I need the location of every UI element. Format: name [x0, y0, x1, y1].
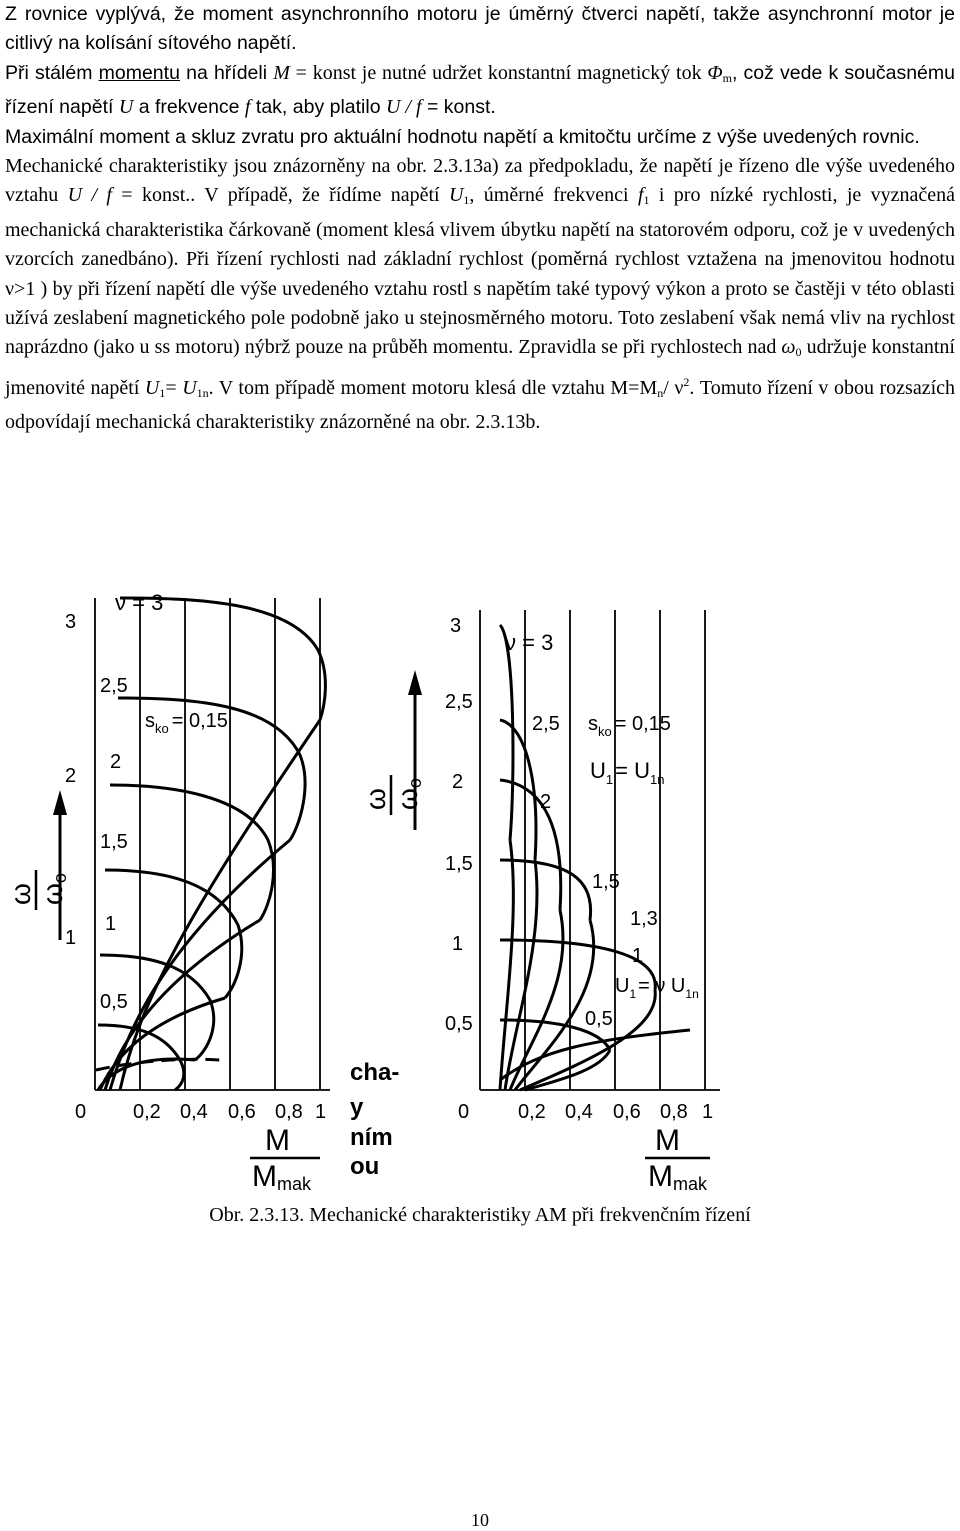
p2-part: a frekvence	[133, 96, 245, 119]
y-arrow-head-a	[53, 790, 67, 815]
x-tick-b-1: 1	[702, 1101, 714, 1123]
u-equation-2: $U_1 = \nu$ $U_{1n}$	[615, 975, 699, 1001]
svg-text:cha-: cha-	[350, 1059, 400, 1086]
symbol-sub: 0	[795, 345, 802, 360]
curve-label-b-1: 1	[632, 945, 644, 967]
label-nu-3-b: ν = 3	[505, 630, 554, 655]
symbol-sub: m	[722, 70, 732, 85]
y-axis-label-a	[5, 870, 70, 910]
x-tick-0-2: 0,2	[133, 1101, 161, 1123]
symbol-sub: 1	[463, 193, 470, 208]
curve-label-b-2: 2	[540, 791, 552, 813]
figure-a	[5, 590, 399, 1194]
y-tick-1: 1	[65, 927, 77, 949]
y-tick-3: 3	[65, 611, 77, 633]
y-tick-0: 0	[75, 1101, 87, 1123]
figure-svg	[0, 580, 960, 1200]
symbol-omega: ω	[781, 336, 796, 359]
symbol-sup: 2	[683, 374, 690, 389]
p2-part: Při stálém	[5, 61, 99, 84]
x-tick-0-8: 0,8	[275, 1101, 303, 1123]
curve-label-b-1-3: 1,3	[630, 908, 658, 930]
p2-part: tak, aby platilo	[250, 96, 386, 119]
figure-caption: Obr. 2.3.13. Mechanické charakteristiky AM při frekvenčním řízení	[209, 1204, 751, 1226]
body-text	[5, 0, 955, 438]
curve-label-1: 1	[105, 913, 117, 935]
curves-a	[98, 598, 325, 1090]
label-nu-3: ν = 3	[115, 590, 164, 615]
sko-label-b: $s_{ko} = 0,15$	[588, 713, 671, 739]
curve-label-b-2-5: 2,5	[532, 713, 560, 735]
p4-part: . V tom případě moment motoru klesá dle vztahu M=M	[208, 376, 658, 399]
x-axis-label-b	[645, 1124, 710, 1194]
p4-part: , úměrné frekvenci	[469, 184, 638, 207]
p2-momentu: momentu	[98, 61, 180, 84]
x-tick-b-0-4: 0,4	[565, 1101, 593, 1123]
symbol-sub: n	[657, 385, 664, 400]
symbol-f: f	[637, 184, 644, 207]
svg-text:M: M	[265, 1124, 290, 1157]
p2-part: , což vede k současnému řízení napětí	[5, 61, 955, 119]
svg-text:ω: ω	[360, 788, 391, 810]
x-tick-b-0-8: 0,8	[660, 1101, 688, 1123]
p2-part: na hřídeli	[179, 61, 274, 84]
symbol-f: f	[244, 96, 251, 119]
paragraph-2	[5, 59, 955, 123]
p2-part: = konst.	[421, 96, 496, 119]
bleed-text	[350, 1059, 399, 1180]
curve-label-2: 2	[110, 751, 122, 773]
curve-label-0-5: 0,5	[100, 991, 128, 1013]
p4-part: . Tomuto řízení v obou rozsazích odpovídají mechanická charakteristiky znázorněné na obr. 2.3.13b.	[5, 376, 955, 434]
y-arrow-head-b	[408, 670, 422, 695]
curve-label-1-5: 1,5	[100, 831, 128, 853]
p4-part: / ν	[663, 376, 684, 399]
x-tick-0-6: 0,6	[228, 1101, 256, 1123]
symbol-sub: 1n	[196, 385, 209, 400]
x-tick-1: 1	[315, 1101, 327, 1123]
y-tick-b-1-5: 1,5	[445, 853, 473, 875]
svg-text:ním: ním	[350, 1124, 393, 1151]
x-axis-label-a	[250, 1124, 320, 1194]
y-tick-2: 2	[65, 765, 77, 787]
curve-label-b-1-5: 1,5	[592, 871, 620, 893]
svg-text:Mmak: Mmak	[252, 1160, 312, 1194]
symbol-u: U	[144, 376, 160, 399]
p4-part: i pro nízké rychlosti, je vyznačená mechanická charakteristika čárkovaně (moment klesá vlivem úbytku napětí na statorovém odporu, což je v uvedených vzorcích zanedbáno). Při řízení rychlosti nad základní rychlost (poměrná rychlost vztažena na jmenovitou hodnotu ν>1 ) by při řízení napětí dle výše uvedeného vztahu rostl s napětím také typový výkon a proto se častěji v této oblasti užívá zeslabení magnetického pole podobně jako u stejnosměrného motoru. Toto zeslabení však nemá vliv na rychlost naprázdno (jako u ss motoru) nýbrž pouze na průběh momentu. Zpravidla se při rychlostech nad	[5, 184, 956, 359]
x-tick-b-0-2: 0,2	[518, 1101, 546, 1123]
curve-label-2-5: 2,5	[100, 675, 128, 697]
figure-b	[360, 610, 720, 1194]
y-tick-b-0-5: 0,5	[445, 1013, 473, 1035]
u-equation-1: $U_1= U_{1n}$	[590, 758, 665, 787]
x-tick-b-0-6: 0,6	[613, 1101, 641, 1123]
paragraph-1: Z rovnice vyplývá, že moment asynchronního motoru je úměrný čtverci napětí, takže asynchronní motor je citlivý na kolísání sítového napětí.	[5, 3, 955, 55]
p4-part: udržuje konstantní jmenovité napětí	[5, 336, 955, 399]
x-tick-0-4: 0,4	[180, 1101, 208, 1123]
paragraph-4	[5, 152, 955, 438]
symbol-uf: U / f	[67, 184, 112, 207]
y-tick-b-1: 1	[452, 933, 464, 955]
p4-part: Mechanické charakteristiky jsou znázorněny na obr. 2.3.13a) za předpokladu, že napětí je řízeno dle výše uvedeného vztahu	[5, 155, 955, 207]
figure-2-3-13	[0, 580, 960, 1200]
symbol-uf: U / f	[385, 96, 422, 119]
y-tick-b-0: 0	[458, 1101, 470, 1123]
p4-part: = konst.. V případě, že řídíme napětí	[111, 184, 449, 207]
curve-label-b-0-5: 0,5	[585, 1008, 613, 1030]
y-axis-label-b	[360, 775, 425, 815]
paragraph-3: Maximální moment a skluz zvratu pro aktuální hodnotu napětí a kmitočtu určíme z výše uvedených rovnic.	[5, 125, 920, 148]
symbol-u: U	[182, 376, 197, 399]
page-number: 10	[471, 1510, 489, 1530]
svg-text:ωo: ωo	[37, 873, 70, 905]
svg-text:ω: ω	[5, 883, 36, 905]
svg-text:Mmak: Mmak	[648, 1160, 708, 1194]
symbol-phi: Φ	[707, 61, 723, 84]
symbol-m: M	[273, 61, 290, 84]
y-tick-b-2: 2	[452, 771, 464, 793]
symbol-sub: 1	[159, 385, 166, 400]
symbol-u: U	[118, 96, 134, 119]
y-tick-b-2-5: 2,5	[445, 691, 473, 713]
symbol-sub: 1	[643, 193, 650, 208]
y-tick-b-3: 3	[450, 615, 462, 637]
p2-part: = konst je nutné udržet konstantní magnetický tok	[289, 61, 708, 84]
svg-text:ωo: ωo	[392, 778, 425, 810]
sko-label-a: $s_{ko} = 0,15$	[145, 710, 228, 736]
svg-text:M: M	[655, 1124, 680, 1157]
p4-part: =	[165, 376, 183, 399]
symbol-u: U	[448, 184, 464, 207]
svg-text:y: y	[350, 1094, 364, 1121]
svg-text:ou: ou	[350, 1153, 380, 1180]
